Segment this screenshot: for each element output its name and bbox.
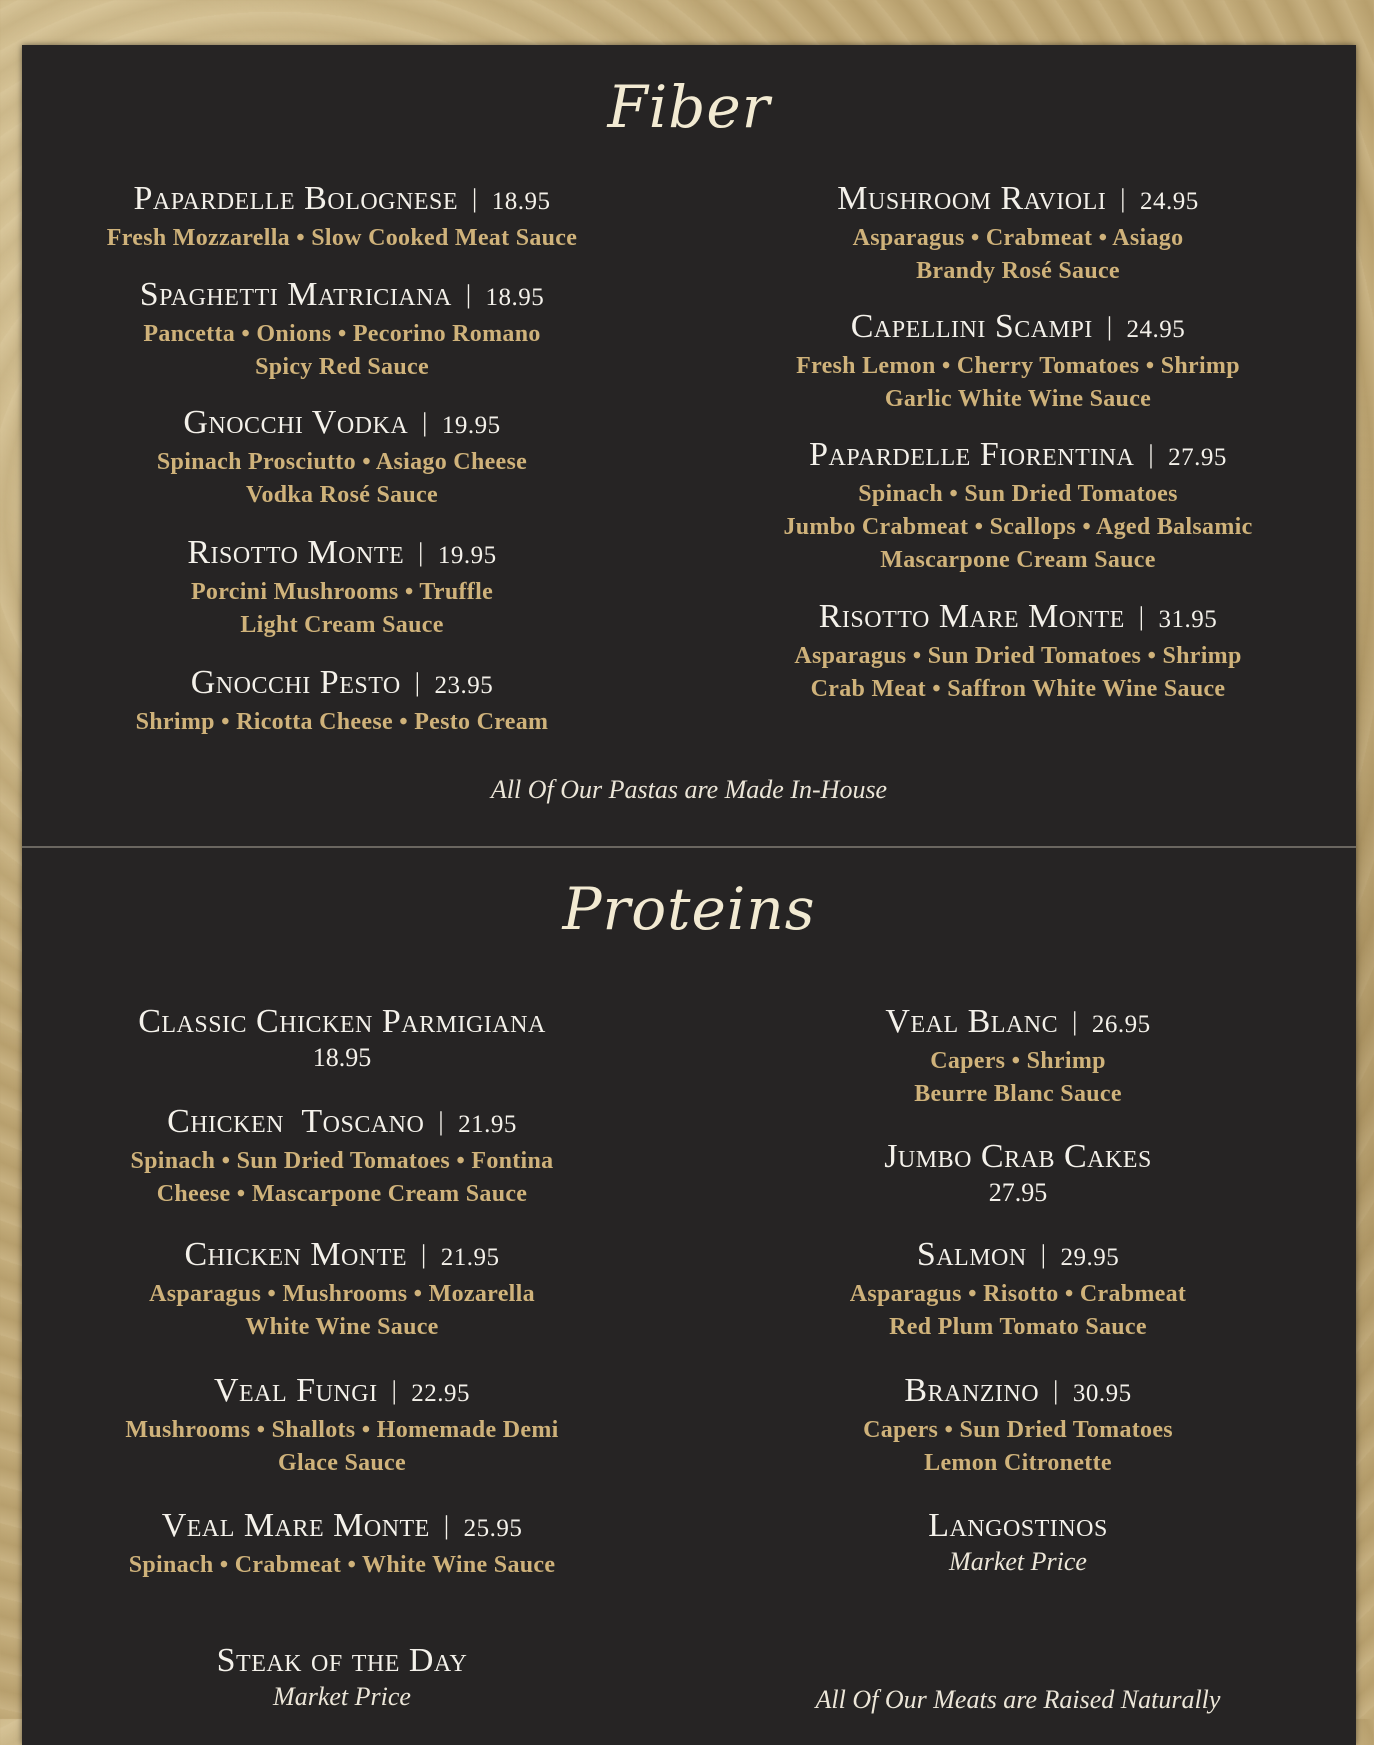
item-name: Papardelle Bolognese [133,180,459,217]
item-description: Asparagus • Sun Dried Tomatoes • Shrimp [794,643,1242,669]
menu-item [22,1506,662,1582]
item-name: Gnocchi Vodka [183,404,409,441]
item-name: Veal Blanc [885,1003,1059,1040]
separator: | [391,1376,398,1405]
separator: | [418,538,424,567]
item-description: Crab Meat • Saffron White Wine Sauce [810,676,1226,702]
item-description: Beurre Blanc Sauce [914,1081,1122,1107]
menu-item [22,1102,662,1211]
item-price: 18.95 [491,188,551,215]
separator: | [422,408,428,437]
item-price: 18.95 [485,284,545,311]
menu-item [698,1137,1338,1209]
item-description: White Wine Sauce [245,1314,439,1340]
item-name: Steak of the Day [216,1642,468,1679]
fiber-section-title: Fiber [607,73,771,141]
item-description: Lemon Citronette [924,1450,1112,1476]
item-price: 25.95 [463,1515,523,1542]
item-description: Capers • Shrimp [930,1048,1106,1074]
item-name: Risotto Mare Monte [818,598,1125,635]
separator: | [1120,184,1126,213]
separator: | [443,1511,450,1540]
separator: | [1148,440,1155,469]
item-name: Chicken Monte [184,1236,408,1273]
proteins-left-column [22,45,662,1745]
item-description: Vodka Rosé Sauce [246,482,438,508]
menu-item [698,1506,1338,1578]
menu-panel [22,45,1356,1745]
proteins-section-title: Proteins [562,875,816,943]
item-name: Chicken Toscano [167,1103,425,1140]
proteins-right-column [698,45,1338,1745]
item-price: 24.95 [1139,188,1199,215]
item-price: 29.95 [1060,1244,1120,1271]
separator: | [1040,1240,1047,1269]
item-name: Papardelle Fiorentina [809,436,1135,473]
item-price: 26.95 [1091,1011,1151,1038]
item-name: Branzino [904,1372,1040,1409]
item-name: Capellini Scampi [850,308,1093,345]
fiber-footnote: All Of Our Pastas are Made In-House [490,775,888,804]
item-name: Gnocchi Pesto [190,664,401,701]
item-description: Mascarpone Cream Sauce [880,547,1156,573]
item-price: 23.95 [434,672,494,699]
item-name: Mushroom Ravioli [837,180,1107,217]
separator: | [414,668,421,697]
menu-item [22,1641,662,1713]
menu-item [22,1235,662,1344]
menu-item [698,1371,1338,1480]
item-price: 22.95 [411,1380,471,1407]
item-description: Spinach Prosciutto • Asiago Cheese [156,449,528,475]
item-description: Fresh Mozzarella • Slow Cooked Meat Sauce [106,225,578,251]
item-description: Asparagus • Crabmeat • Asiago [852,225,1184,251]
item-description: Spinach • Sun Dried Tomatoes • Fontina [130,1148,554,1174]
item-price: 19.95 [437,542,497,569]
market-price: Market Price [273,1682,411,1711]
item-description: Asparagus • Risotto • Crabmeat [849,1281,1187,1307]
item-description: Porcini Mushrooms • Truffle [190,579,494,605]
separator: | [465,280,472,309]
menu-item [698,1235,1338,1344]
item-name: Risotto Monte [187,534,405,571]
item-name: Jumbo Crab Cakes [884,1138,1152,1175]
item-description: Cheese • Mascarpone Cream Sauce [156,1181,528,1207]
item-description: Shrimp • Ricotta Cheese • Pesto Cream [135,709,549,735]
item-name: Langostinos [928,1507,1108,1544]
item-name: Veal Fungi [213,1372,378,1409]
separator: | [1053,1376,1059,1405]
item-name: Spaghetti Matriciana [139,276,452,313]
item-price: 24.95 [1126,316,1186,343]
item-description: Mushrooms • Shallots • Homemade Demi [125,1417,559,1443]
item-description: Spicy Red Sauce [255,354,429,380]
item-description: Glace Sauce [278,1450,406,1476]
separator: | [1106,312,1113,341]
item-price: 30.95 [1072,1380,1132,1407]
item-price: 21.95 [440,1244,500,1271]
item-price: 19.95 [441,412,501,439]
separator: | [1072,1007,1078,1036]
item-price: 21.95 [458,1111,517,1138]
item-name: Veal Mare Monte [161,1507,430,1544]
item-description: Spinach • Crabmeat • White Wine Sauce [128,1552,556,1578]
item-description: Fresh Lemon • Cherry Tomatoes • Shrimp [796,353,1240,379]
item-description: Light Cream Sauce [240,612,444,638]
separator: | [421,1240,427,1269]
item-description: Asparagus • Mushrooms • Mozarella [149,1281,535,1307]
item-description: Brandy Rosé Sauce [916,258,1120,284]
item-description: Spinach • Sun Dried Tomatoes [858,481,1178,507]
separator: | [438,1107,445,1136]
separator: | [1138,602,1145,631]
item-description: Jumbo Crabmeat • Scallops • Aged Balsamic [783,514,1253,540]
proteins-footnote: All Of Our Meats are Raised Naturally [815,1685,1221,1714]
menu-item [698,1002,1338,1111]
item-name: Salmon [916,1236,1027,1273]
item-price: 27.95 [1168,444,1227,471]
item-price: 18.95 [312,1043,372,1072]
menu-item [22,1371,662,1480]
item-name: Classic Chicken Parmigiana [138,1003,546,1040]
item-price: 31.95 [1158,606,1218,633]
item-description: Garlic White Wine Sauce [884,386,1152,412]
item-description: Red Plum Tomato Sauce [889,1314,1147,1340]
item-description: Pancetta • Onions • Pecorino Romano [143,321,541,347]
separator: | [472,184,478,213]
item-description: Capers • Sun Dried Tomatoes [863,1417,1173,1443]
market-price: Market Price [949,1547,1087,1576]
item-price: 27.95 [988,1178,1048,1207]
menu-item [22,1002,662,1074]
